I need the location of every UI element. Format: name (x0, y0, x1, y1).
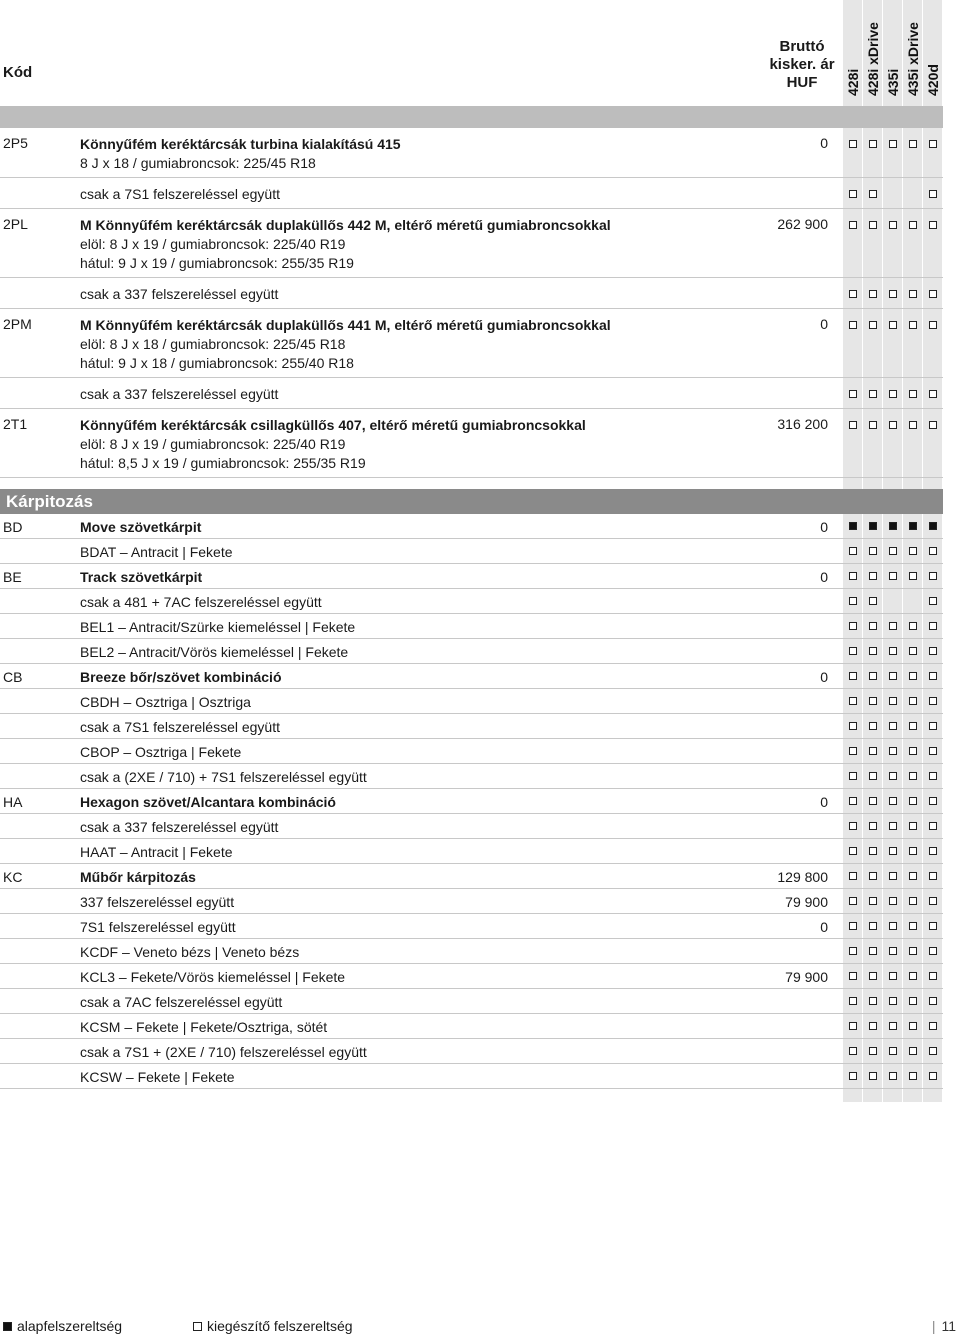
table-row (0, 1039, 943, 1064)
table-row (0, 1064, 943, 1089)
optional-square-icon (889, 321, 897, 329)
option-price: 0 (820, 569, 828, 585)
table-row (0, 278, 943, 309)
optional-square-icon (849, 847, 857, 855)
optional-square-icon (929, 190, 937, 198)
optional-square-icon (889, 390, 897, 398)
optional-square-icon (889, 722, 897, 730)
optional-square-icon (869, 572, 877, 580)
table-row (0, 839, 943, 864)
optional-square-icon (929, 747, 937, 755)
option-detail-line: csak a 7S1 felszereléssel együtt (80, 186, 280, 202)
availability-marks (843, 697, 943, 709)
table-row (0, 614, 943, 639)
option-code: CB (3, 669, 23, 685)
optional-square-icon (849, 572, 857, 580)
optional-square-icon (869, 221, 877, 229)
table-row (0, 128, 943, 178)
option-description: csak a 7S1 + (2XE / 710) felszereléssel együtt (80, 1044, 367, 1060)
availability-marks (843, 672, 943, 684)
optional-square-icon (909, 872, 917, 880)
optional-square-icon (889, 572, 897, 580)
availability-marks (843, 647, 943, 659)
availability-marks (843, 390, 943, 402)
optional-square-icon (889, 997, 897, 1005)
optional-square-icon (849, 972, 857, 980)
table-header (0, 0, 960, 106)
optional-square-icon (869, 421, 877, 429)
optional-square-icon (929, 290, 937, 298)
optional-square-icon (889, 1022, 897, 1030)
optional-square-icon (869, 1022, 877, 1030)
optional-square-icon (889, 140, 897, 148)
optional-square-icon (929, 572, 937, 580)
option-description: HAAT – Antracit | Fekete (80, 844, 233, 860)
option-code: BE (3, 569, 22, 585)
optional-square-icon (929, 1072, 937, 1080)
table-row (0, 378, 943, 409)
option-title: M Könnyűfém keréktárcsák duplaküllős 442 M, eltérő méretű gumiabroncsokkal (80, 217, 611, 233)
optional-square-icon (849, 597, 857, 605)
table-row (0, 889, 943, 914)
optional-square-icon (909, 140, 917, 148)
optional-square-icon (929, 722, 937, 730)
optional-square-icon (929, 847, 937, 855)
section-header-upholstery (0, 489, 943, 514)
optional-square-icon (889, 847, 897, 855)
option-description: KCDF – Veneto bézs | Veneto bézs (80, 944, 300, 960)
option-price: 0 (820, 794, 828, 810)
availability-marks (843, 190, 943, 202)
availability-marks (843, 822, 943, 834)
table-row (0, 639, 943, 664)
option-description: csak a 481 + 7AC felszereléssel együtt (80, 594, 322, 610)
option-detail-line: elöl: 8 J x 19 / gumiabroncsok: 225/40 R19 (80, 236, 346, 252)
availability-marks (843, 421, 943, 433)
optional-square-icon (869, 321, 877, 329)
optional-square-icon (869, 140, 877, 148)
option-description: Track szövetkárpit (80, 569, 203, 585)
option-detail-line: hátul: 9 J x 19 / gumiabroncsok: 255/35 R19 (80, 255, 354, 271)
optional-square-icon (909, 390, 917, 398)
availability-marks (843, 140, 943, 152)
optional-square-icon (889, 772, 897, 780)
standard-square-icon (869, 522, 877, 530)
optional-square-icon (909, 622, 917, 630)
optional-square-icon (909, 747, 917, 755)
optional-square-icon (909, 1072, 917, 1080)
availability-marks (843, 972, 943, 984)
optional-square-icon (889, 897, 897, 905)
optional-square-icon (889, 747, 897, 755)
model-label: 435i xDrive (905, 22, 921, 96)
option-description: csak a (2XE / 710) + 7S1 felszereléssel együtt (80, 769, 367, 785)
optional-square-icon (869, 997, 877, 1005)
option-detail-line: csak a 337 felszereléssel együtt (80, 386, 279, 402)
optional-square-icon (869, 597, 877, 605)
table-row (0, 964, 943, 989)
option-price: 129 800 (777, 869, 828, 885)
optional-square-icon (889, 947, 897, 955)
optional-square-icon (909, 897, 917, 905)
optional-square-icon (849, 647, 857, 655)
optional-square-icon (869, 1047, 877, 1055)
optional-square-icon (889, 872, 897, 880)
standard-square-icon (909, 522, 917, 530)
availability-marks (843, 722, 943, 734)
table-row (0, 814, 943, 839)
optional-square-icon (869, 872, 877, 880)
optional-square-icon (929, 947, 937, 955)
optional-square-icon (889, 922, 897, 930)
optional-square-icon (849, 872, 857, 880)
optional-square-icon (889, 697, 897, 705)
option-description: Move szövetkárpit (80, 519, 202, 535)
optional-square-icon (849, 672, 857, 680)
optional-square-icon (889, 547, 897, 555)
optional-square-icon (849, 622, 857, 630)
optional-square-icon (909, 772, 917, 780)
legend-optional: kiegészítő felszereltség (193, 1318, 353, 1334)
page-footer (0, 1316, 960, 1334)
upholstery-options-table (0, 514, 943, 1089)
table-row (0, 178, 943, 209)
price-header-line: kisker. ár (769, 56, 835, 73)
availability-marks (843, 622, 943, 634)
option-code: 2PL (3, 216, 28, 232)
optional-square-icon (889, 672, 897, 680)
option-code: 2P5 (3, 135, 28, 151)
optional-square-icon (929, 922, 937, 930)
option-detail-line: hátul: 8,5 J x 19 / gumiabroncsok: 255/35 R19 (80, 455, 366, 471)
optional-square-icon (869, 622, 877, 630)
optional-square-icon (929, 822, 937, 830)
optional-square-icon (909, 1022, 917, 1030)
optional-square-icon (849, 997, 857, 1005)
availability-marks (843, 547, 943, 559)
table-row (0, 514, 943, 539)
availability-marks (843, 290, 943, 302)
option-title: M Könnyűfém keréktárcsák duplaküllős 441 M, eltérő méretű gumiabroncsokkal (80, 317, 611, 333)
table-row (0, 864, 943, 889)
filled-square-icon (3, 1322, 12, 1331)
option-description: Hexagon szövet/Alcantara kombináció (80, 794, 336, 810)
optional-square-icon (849, 1022, 857, 1030)
optional-square-icon (849, 290, 857, 298)
optional-square-icon (889, 797, 897, 805)
option-title: Könnyűfém keréktárcsák csillagküllős 407, eltérő méretű gumiabroncsokkal (80, 417, 586, 433)
option-detail-line: hátul: 9 J x 18 / gumiabroncsok: 255/40 R18 (80, 355, 354, 371)
option-description: 337 felszereléssel együtt (80, 894, 235, 910)
optional-square-icon (869, 722, 877, 730)
header-divider-bar (0, 106, 943, 128)
optional-square-icon (929, 622, 937, 630)
optional-square-icon (889, 421, 897, 429)
optional-square-icon (869, 822, 877, 830)
optional-square-icon (909, 421, 917, 429)
availability-marks (843, 947, 943, 959)
optional-square-icon (929, 1022, 937, 1030)
optional-square-icon (889, 622, 897, 630)
option-description: BEL2 – Antracit/Vörös kiemeléssel | Fekete (80, 644, 349, 660)
optional-square-icon (869, 772, 877, 780)
option-description: BEL1 – Antracit/Szürke kiemeléssel | Fekete (80, 619, 356, 635)
table-row (0, 939, 943, 964)
table-row (0, 789, 943, 814)
option-description (80, 378, 760, 408)
availability-marks (843, 872, 943, 884)
option-description: CBOP – Osztriga | Fekete (80, 744, 242, 760)
section-title: Kárpitozás (6, 492, 93, 511)
optional-square-icon (849, 947, 857, 955)
option-description: BDAT – Antracit | Fekete (80, 544, 233, 560)
optional-square-icon (849, 1072, 857, 1080)
model-label: 428i (845, 68, 861, 96)
optional-square-icon (889, 221, 897, 229)
optional-square-icon (929, 390, 937, 398)
wheel-options-table (0, 128, 943, 509)
optional-square-icon (909, 647, 917, 655)
option-description (80, 209, 760, 277)
optional-square-icon (869, 390, 877, 398)
optional-square-icon (889, 972, 897, 980)
option-price: 0 (820, 669, 828, 685)
option-price: 0 (820, 135, 828, 151)
option-detail-line: csak a 337 felszereléssel együtt (80, 286, 279, 302)
optional-square-icon (849, 922, 857, 930)
optional-square-icon (869, 972, 877, 980)
optional-square-icon (909, 672, 917, 680)
option-description: KCSM – Fekete | Fekete/Osztriga, sötét (80, 1019, 328, 1035)
optional-square-icon (849, 321, 857, 329)
table-row (0, 1014, 943, 1039)
option-description (80, 409, 760, 477)
option-description: csak a 337 felszereléssel együtt (80, 819, 279, 835)
optional-square-icon (929, 872, 937, 880)
price-header-line: HUF (786, 74, 818, 91)
availability-marks (843, 772, 943, 784)
table-row (0, 989, 943, 1014)
table-row (0, 764, 943, 789)
optional-square-icon (909, 221, 917, 229)
optional-square-icon (869, 290, 877, 298)
optional-square-icon (849, 722, 857, 730)
table-row (0, 739, 943, 764)
optional-square-icon (849, 797, 857, 805)
optional-square-icon (929, 647, 937, 655)
option-description: KCSW – Fekete | Fekete (80, 1069, 235, 1085)
optional-square-icon (909, 1047, 917, 1055)
availability-marks (843, 847, 943, 859)
optional-square-icon (929, 421, 937, 429)
optional-square-icon (869, 897, 877, 905)
model-labels (843, 0, 943, 100)
standard-square-icon (889, 522, 897, 530)
optional-square-icon (929, 697, 937, 705)
optional-square-icon (929, 772, 937, 780)
optional-square-icon (909, 321, 917, 329)
option-detail-line: 8 J x 18 / gumiabroncsok: 225/45 R18 (80, 155, 316, 171)
optional-square-icon (849, 897, 857, 905)
optional-square-icon (849, 421, 857, 429)
option-code: HA (3, 794, 23, 810)
availability-marks (843, 221, 943, 233)
option-code: 2PM (3, 316, 32, 332)
model-label: 420d (925, 64, 941, 96)
optional-square-icon (849, 697, 857, 705)
code-column-header: Kód (3, 64, 33, 81)
option-description: 7S1 felszereléssel együtt (80, 919, 236, 935)
option-description: Breeze bőr/szövet kombináció (80, 669, 282, 685)
table-row (0, 689, 943, 714)
option-description: KCL3 – Fekete/Vörös kiemeléssel | Fekete (80, 969, 346, 985)
optional-square-icon (889, 1047, 897, 1055)
model-label: 435i (885, 68, 901, 96)
optional-square-icon (869, 947, 877, 955)
table-row (0, 539, 943, 564)
optional-square-icon (849, 1047, 857, 1055)
table-row (0, 589, 943, 614)
option-price: 0 (820, 519, 828, 535)
optional-square-icon (869, 847, 877, 855)
optional-square-icon (849, 140, 857, 148)
optional-square-icon (889, 647, 897, 655)
optional-square-icon (929, 997, 937, 1005)
optional-square-icon (849, 547, 857, 555)
availability-marks (843, 597, 943, 609)
optional-square-icon (909, 797, 917, 805)
availability-marks (843, 572, 943, 584)
optional-square-icon (929, 1047, 937, 1055)
table-row (0, 409, 943, 478)
optional-square-icon (909, 290, 917, 298)
legend-standard: alapfelszereltség (3, 1318, 122, 1334)
optional-square-icon (929, 972, 937, 980)
page-number: | 11 (931, 1318, 956, 1334)
option-title: Könnyűfém keréktárcsák turbina kialakítású 415 (80, 136, 401, 152)
option-description (80, 128, 760, 177)
option-description (80, 178, 760, 208)
price-header-line: Bruttó (779, 38, 825, 55)
option-code: 2T1 (3, 416, 28, 432)
optional-square-icon (849, 190, 857, 198)
optional-square-icon (869, 190, 877, 198)
optional-square-icon (909, 997, 917, 1005)
optional-square-icon (929, 897, 937, 905)
optional-square-icon (909, 947, 917, 955)
table-row (0, 914, 943, 939)
option-description: Műbőr kárpitozás (80, 869, 196, 885)
availability-marks (843, 747, 943, 759)
table-row (0, 564, 943, 589)
empty-square-icon (193, 1322, 202, 1331)
optional-square-icon (849, 747, 857, 755)
option-description: csak a 7S1 felszereléssel együtt (80, 719, 280, 735)
option-price: 316 200 (777, 416, 828, 432)
availability-marks (843, 522, 943, 534)
optional-square-icon (869, 1072, 877, 1080)
optional-square-icon (849, 772, 857, 780)
standard-square-icon (849, 522, 857, 530)
option-price: 262 900 (777, 216, 828, 232)
optional-square-icon (849, 221, 857, 229)
optional-square-icon (869, 647, 877, 655)
table-row (0, 209, 943, 278)
optional-square-icon (869, 672, 877, 680)
optional-square-icon (889, 290, 897, 298)
optional-square-icon (909, 922, 917, 930)
optional-square-icon (929, 321, 937, 329)
option-description: csak a 7AC felszereléssel együtt (80, 994, 283, 1010)
table-row (0, 664, 943, 689)
option-detail-line: elöl: 8 J x 19 / gumiabroncsok: 225/40 R19 (80, 436, 346, 452)
optional-square-icon (889, 822, 897, 830)
standard-square-icon (929, 522, 937, 530)
option-price: 79 900 (785, 894, 828, 910)
optional-square-icon (909, 697, 917, 705)
table-row (0, 309, 943, 378)
option-description (80, 278, 760, 308)
optional-square-icon (909, 572, 917, 580)
optional-square-icon (929, 221, 937, 229)
option-code: KC (3, 869, 23, 885)
option-code: BD (3, 519, 23, 535)
availability-marks (843, 1047, 943, 1059)
option-price: 0 (820, 919, 828, 935)
optional-square-icon (869, 697, 877, 705)
optional-square-icon (849, 390, 857, 398)
optional-square-icon (909, 822, 917, 830)
optional-square-icon (929, 547, 937, 555)
optional-square-icon (869, 547, 877, 555)
optional-square-icon (909, 847, 917, 855)
optional-square-icon (909, 722, 917, 730)
optional-square-icon (869, 922, 877, 930)
availability-marks (843, 897, 943, 909)
option-detail-line: elöl: 8 J x 18 / gumiabroncsok: 225/45 R18 (80, 336, 346, 352)
availability-marks (843, 1072, 943, 1084)
optional-square-icon (929, 597, 937, 605)
price-column-header (760, 38, 844, 92)
optional-square-icon (889, 1072, 897, 1080)
availability-marks (843, 922, 943, 934)
optional-square-icon (929, 140, 937, 148)
table-row (0, 714, 943, 739)
availability-marks (843, 997, 943, 1009)
optional-square-icon (929, 672, 937, 680)
optional-square-icon (909, 547, 917, 555)
option-price: 0 (820, 316, 828, 332)
option-description: CBDH – Osztriga | Osztriga (80, 694, 251, 710)
optional-square-icon (869, 797, 877, 805)
optional-square-icon (869, 747, 877, 755)
availability-marks (843, 1022, 943, 1034)
option-description (80, 309, 760, 377)
option-price: 79 900 (785, 969, 828, 985)
optional-square-icon (849, 822, 857, 830)
optional-square-icon (929, 797, 937, 805)
optional-square-icon (909, 972, 917, 980)
availability-marks (843, 321, 943, 333)
model-label: 428i xDrive (865, 22, 881, 96)
availability-marks (843, 797, 943, 809)
